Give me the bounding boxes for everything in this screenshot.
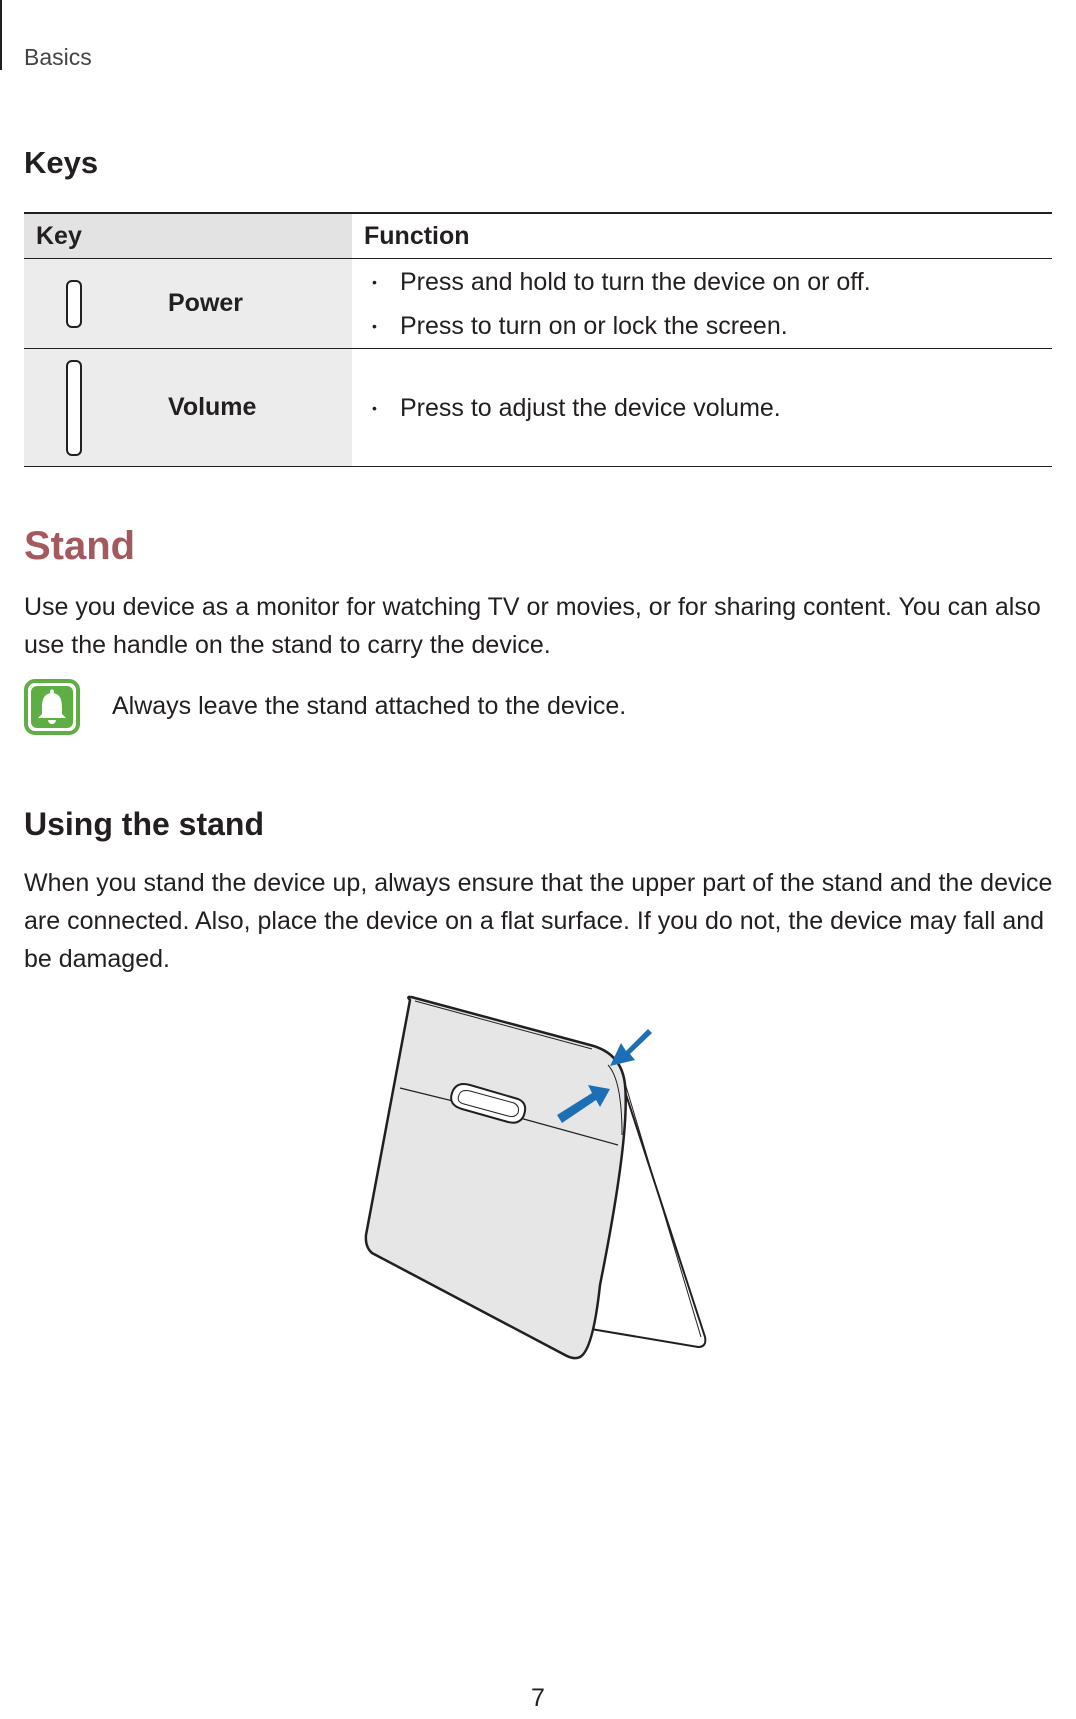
key-cell-volume (24, 349, 352, 467)
function-item: • Press and hold to turn the device on or off. (366, 260, 1052, 304)
section-header: Basics (24, 44, 92, 70)
table-row-power (24, 259, 1052, 349)
device-on-stand-illustration (360, 985, 720, 1365)
stand-description: Use you device as a monitor for watching TV or movies, or for sharing content. You can also use the handle on the stand to carry the device. (24, 593, 1041, 659)
function-item: • Press to turn on or lock the screen. (366, 304, 1052, 348)
function-cell-volume (352, 349, 1052, 467)
function-cell-power (352, 259, 1052, 349)
column-header-function: Function (352, 213, 1052, 259)
note-text: Always leave the stand attached to the device. (112, 692, 627, 720)
volume-key-icon (66, 360, 82, 456)
key-cell-power (24, 259, 352, 349)
key-name-volume: Volume (168, 393, 257, 421)
page-number: 7 (531, 1684, 545, 1712)
stand-heading: Stand (24, 524, 136, 568)
column-header-key: Key (24, 213, 352, 259)
keys-table-header-row (24, 213, 1052, 259)
key-name-power: Power (168, 289, 244, 317)
using-the-stand-heading: Using the stand (24, 806, 265, 842)
using-the-stand-description: When you stand the device up, always ensure that the upper part of the stand and the device are connected. Also, place the device on a flat surface. If you do not, the device may fall and be damaged. (24, 869, 1053, 973)
keys-heading: Keys (24, 145, 99, 180)
keys-table (24, 212, 1052, 467)
power-key-icon (66, 280, 82, 328)
page-edge-rule (0, 0, 2, 70)
bell-icon (24, 679, 80, 735)
function-item: • Press to adjust the device volume. (366, 386, 1052, 430)
table-row-volume (24, 349, 1052, 467)
arrow-right-indicator (610, 1029, 652, 1066)
